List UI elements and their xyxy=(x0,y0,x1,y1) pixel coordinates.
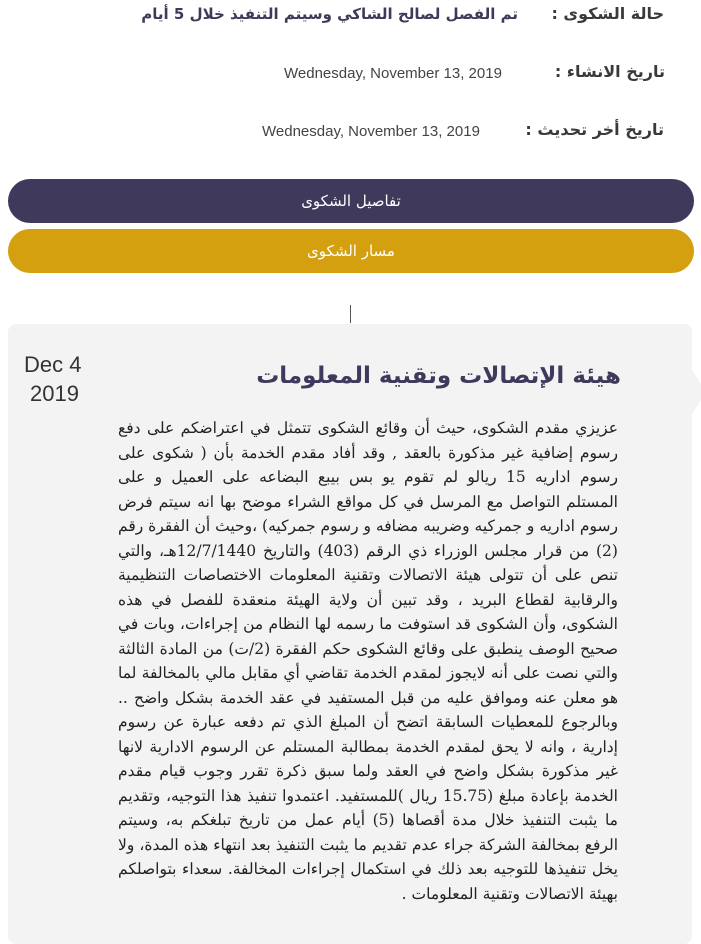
updated-row xyxy=(0,120,701,150)
entry-date-year: 2019 xyxy=(30,381,79,406)
updated-value: Wednesday, November 13, 2019 xyxy=(262,123,480,140)
status-value: تم الفصل لصالح الشاكي وسيتم التنفيذ خلال 5 أيام xyxy=(141,5,518,23)
timeline-connector xyxy=(350,305,351,323)
status-label: حالة الشكوى : xyxy=(551,4,664,23)
created-value: Wednesday, November 13, 2019 xyxy=(284,65,502,82)
updated-label: تاريخ أخر تحديث : xyxy=(525,120,664,139)
complaint-details-button[interactable]: تفاصيل الشكوى xyxy=(8,179,694,223)
entry-title: هيئة الإتصالات وتقنية المعلومات xyxy=(256,363,621,389)
created-label: تاريخ الانشاء : xyxy=(554,62,665,81)
complaint-path-button[interactable]: مسار الشكوى xyxy=(8,229,694,273)
status-row xyxy=(0,4,701,34)
entry-date-month-day: Dec 4 xyxy=(24,352,82,377)
created-row xyxy=(0,62,701,92)
card-pointer xyxy=(692,370,701,414)
entry-body: عزيزي مقدم الشكوى، حيث أن وقائع الشكوى تتمثل في اعتراضكم على دفع رسوم إضافية غير مذكورة بالعقد , وقد أفاد مقدم الخدمة بأن ( شكوى على رسوم اداريه 15 ريالو لم تقوم يو بس بيبع البضاعه على العميل و على المستلم التواصل مع المرسل في كل مواقع الشراء موضح بها انه سيتم فرض رسوم اداريه و جمركيه وضريبه مضافه و رسوم جمركيه) ،وحيث أن الفقرة رقم (2) من قرار مجلس الوزراء ذي الرقم (403) والتاريخ 12/7/1440هـ، والتي تنص على أن تتولى هيئة الاتصالات وتقنية المعلومات الاختصاصات التنظيمية والرقابية لقطاع البريد ، وقد تبين أن ولاية الهيئة منعقدة للفصل في هذه الشكوى، وأن الشكوى قد استوفت ما رسمه لها النظام من إجراءات، وبات في صحيح الوصف ينطبق على وقائع الشكوى حكم الفقرة (2/ت) من المادة الثالثة والتي نصت على أنه لايجوز لمقدم الخدمة تقاضي أي مقابل مالي بالمخالفة لما هو معلن عنه وموافق عليه من قبل المستفيد في عقد الخدمة بشكل واضح .. وبالرجوع للمعطيات السابقة اتضح أن المبلغ الذي تم دفعه عبارة عن رسوم إدارية ، وانه لا يحق لمقدم الخدمة بمطالبة المستلم عن الرسوم الادارية لانها غير مذكورة بشكل واضح في العقد ولما سبق ذكرة تقرر وجوب قيام مقدم الخدمة بإعادة مبلغ (15.75 ريال )للمستفيد. اعتمدوا تنفيذ هذا التوجيه، وتقديم ما يثبت التنفيذ خلال مدة أقصاها (5) أيام عمل من تاريخ تبلغكم به، وسيتم الرفع بمخالفة الشركة جراء عدم تقديم ما يثبت التنفيذ بعد انتهاء هذه المدة، ولا يخل تنفيذها للتوجيه بعد ذلك في استكمال إجراءات المخالفة. سعداء بتواصلكم بهيئة الاتصالات وتقنية المعلومات . xyxy=(118,419,618,903)
